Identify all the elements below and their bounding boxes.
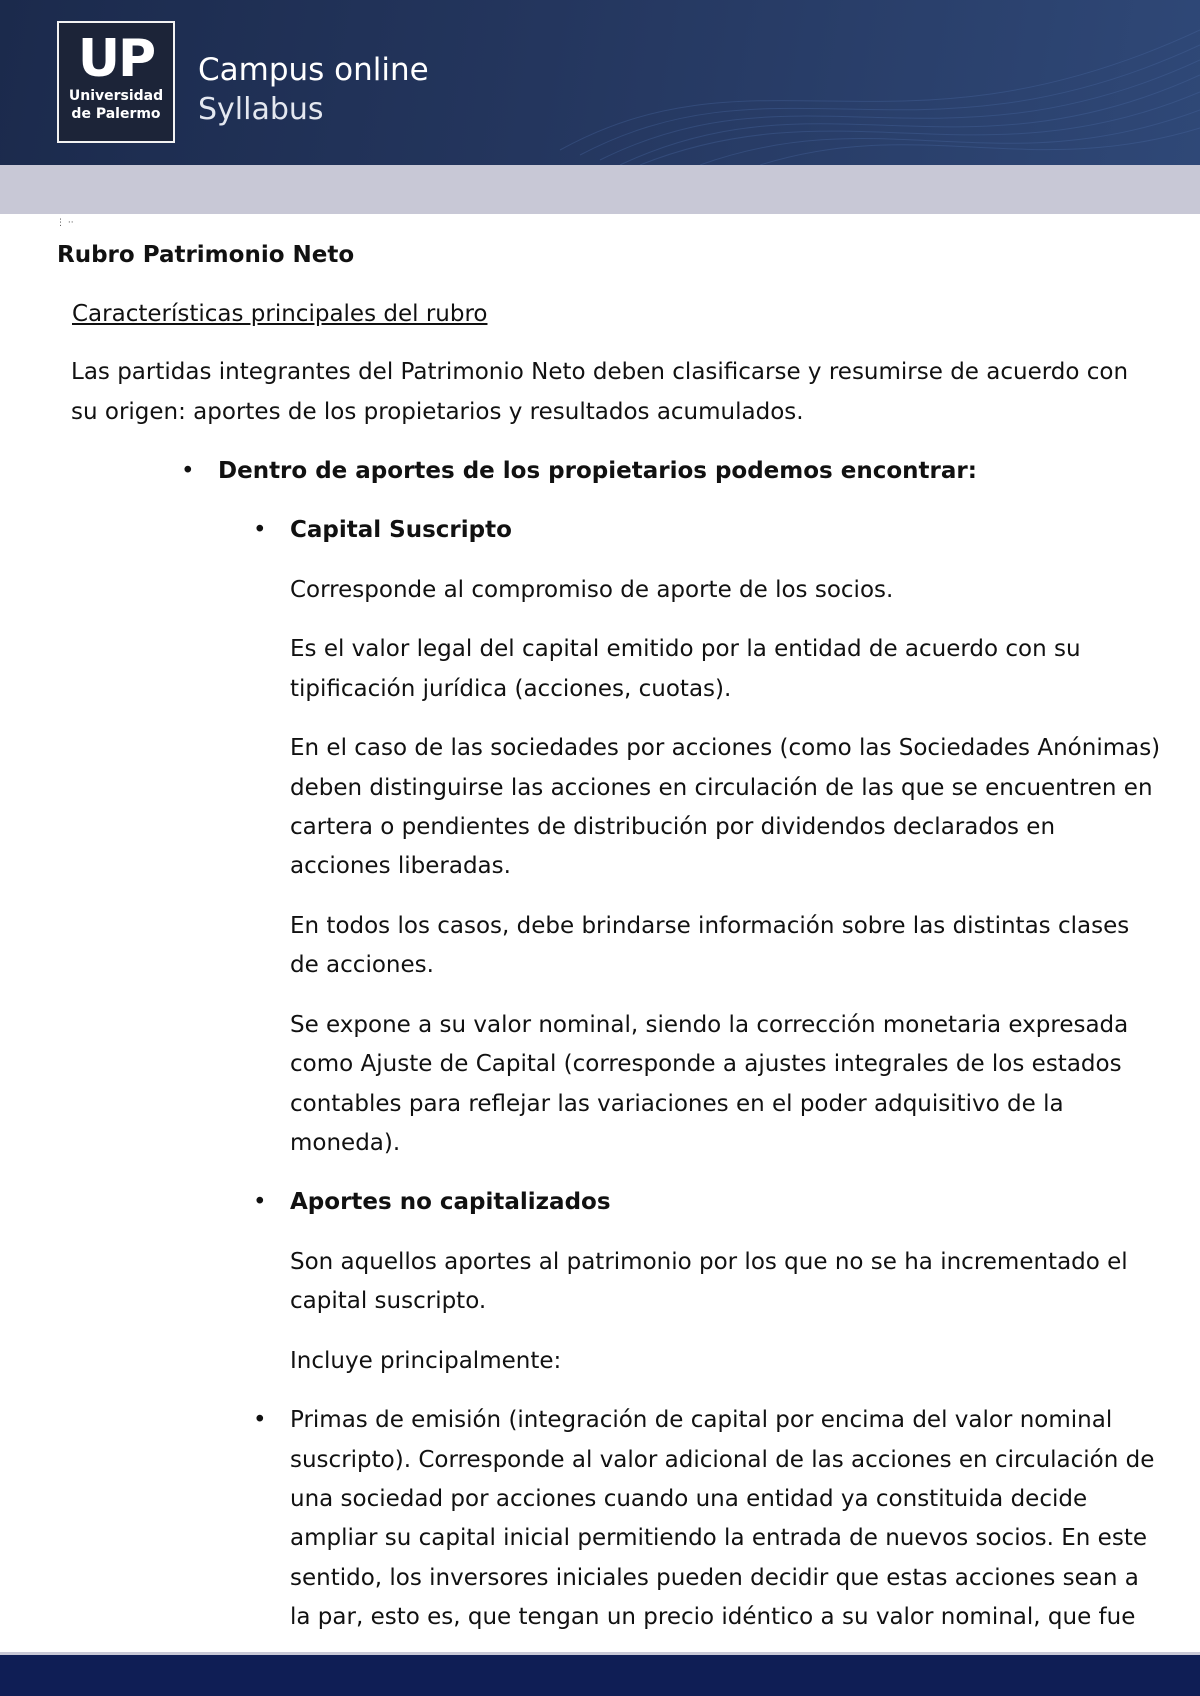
page-footer <box>0 1652 1200 1696</box>
paragraph-line: Corresponde al compromiso de aporte de los socios. <box>290 577 894 603</box>
paragraph-line: Incluye principalmente: <box>290 1348 562 1374</box>
paragraph-line: contables para reflejar las variaciones en el poder adquisitivo de la <box>290 1091 1064 1117</box>
paragraph-line: En todos los casos, debe brindarse información sobre las distintas clases <box>290 913 1130 939</box>
paragraph-line: suscripto). Corresponde al valor adicional de las acciones en circulación de <box>290 1447 1155 1473</box>
paragraph-line: capital suscripto. <box>290 1288 487 1314</box>
paragraph-line: Se expone a su valor nominal, siendo la corrección monetaria expresada <box>290 1012 1129 1038</box>
paragraph-line: como Ajuste de Capital (corresponde a ajustes integrales de los estados <box>290 1051 1122 1077</box>
logo-up-text: UP <box>77 29 155 89</box>
paragraph-line: deben distinguirse las acciones en circulación de las que se encuentren en <box>290 775 1153 801</box>
paragraph-line: moneda). <box>290 1130 401 1156</box>
paragraph-line: de acciones. <box>290 952 434 978</box>
campus-title: Campus online <box>198 52 429 88</box>
stray-marks: ⋮ ·· <box>56 218 74 228</box>
section-title: Rubro Patrimonio Neto <box>57 242 355 268</box>
paragraph-line: Son aquellos aportes al patrimonio por los que no se ha incrementado el <box>290 1249 1128 1275</box>
paragraph-line: la par, esto es, que tengan un precio idéntico a su valor nominal, que fue <box>290 1604 1136 1630</box>
capital-heading: Capital Suscripto <box>290 517 512 543</box>
bullet-icon: • <box>253 1189 267 1215</box>
bullet-icon: • <box>253 1407 267 1433</box>
intro-line: su origen: aportes de los propietarios y resultados acumulados. <box>71 399 804 425</box>
paragraph-line: una sociedad por acciones cuando una entidad ya constituida decide <box>290 1486 1088 1512</box>
logo-line-1: Universidad <box>68 88 164 104</box>
paragraph-line: sentido, los inversores iniciales pueden decidir que estas acciones sean a <box>290 1565 1139 1591</box>
bullet-icon: • <box>253 517 267 543</box>
logo-line-2: de Palermo <box>71 106 161 122</box>
paragraph-line: Es el valor legal del capital emitido por la entidad de acuerdo con su <box>290 636 1081 662</box>
page-header <box>0 0 1200 165</box>
subsection-title: Características principales del rubro <box>72 301 488 327</box>
header-wave-decoration <box>0 0 1200 165</box>
intro-line: Las partidas integrantes del Patrimonio Neto deben clasificarse y resumirse de acuerdo con <box>71 359 1129 385</box>
paragraph-line: tipificación jurídica (acciones, cuotas). <box>290 676 732 702</box>
paragraph-line: Primas de emisión (integración de capital por encima del valor nominal <box>290 1407 1113 1433</box>
owners-bullet: Dentro de aportes de los propietarios podemos encontrar: <box>218 458 977 484</box>
paragraph-line: cartera o pendientes de distribución por dividendos declarados en <box>290 814 1056 840</box>
aportes-heading: Aportes no capitalizados <box>290 1189 611 1215</box>
paragraph-line: En el caso de las sociedades por acciones (como las Sociedades Anónimas) <box>290 735 1161 761</box>
bullet-icon: • <box>181 458 195 484</box>
syllabus-subtitle: Syllabus <box>198 92 324 127</box>
paragraph-line: ampliar su capital inicial permitiendo la entrada de nuevos socios. En este <box>290 1525 1147 1551</box>
paragraph-line: acciones liberadas. <box>290 853 511 879</box>
university-logo <box>57 21 175 143</box>
header-band <box>0 165 1200 214</box>
